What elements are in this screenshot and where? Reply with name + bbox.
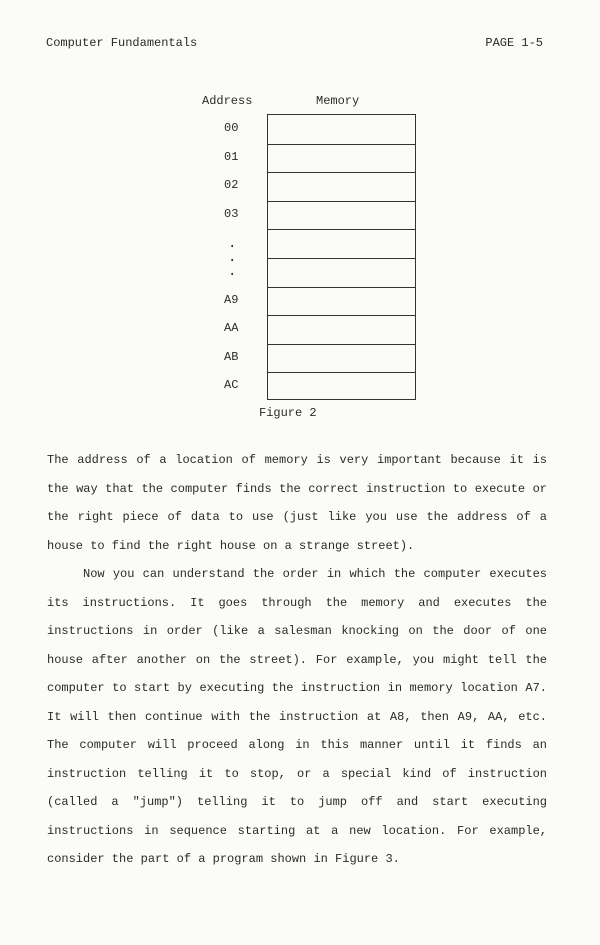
address-label: A9 xyxy=(224,292,239,307)
memory-block xyxy=(267,114,416,400)
address-label: 01 xyxy=(224,149,239,164)
memory-cell-divider xyxy=(268,144,415,145)
ellipsis-dot: . xyxy=(228,264,237,280)
address-label: AC xyxy=(224,378,239,393)
paragraph: Now you can understand the order in which the computer executes its instructions. It goes through the memory and executes the instructions in order (like a salesman knocking on the door of one house after another on the street). For example, you might tell the computer to start by executing the instruction in memory location A7. It will then continue with the instruction at A8, then A9, AA, etc. The computer will proceed along in this manner until it finds an instruction telling it to stop, or a special kind of instruction (called a "jump") telling it to jump off and start executing instructions in sequence starting at a new location. For example, consider the part of a program shown in Figure 3. xyxy=(47,567,547,866)
paragraph: The address of a location of memory is very important because it is the way that the computer finds the correct instruction to execute or the right piece of data to use (just like you use the address of a house to find the right house on a strange street). xyxy=(47,453,547,553)
memory-cell-divider xyxy=(268,287,415,288)
memory-cell-divider xyxy=(268,315,415,316)
address-label: 00 xyxy=(224,121,239,135)
document-title: Computer Fundamentals xyxy=(46,36,198,50)
memory-cell-divider xyxy=(268,344,415,345)
page-number: PAGE 1-5 xyxy=(485,36,543,50)
body-text xyxy=(47,446,547,874)
address-label: 03 xyxy=(224,206,239,221)
address-column-label: Address xyxy=(202,94,253,108)
memory-cell-divider xyxy=(268,201,415,202)
memory-cell-divider xyxy=(268,172,415,173)
address-label: AB xyxy=(224,349,239,364)
address-label: 02 xyxy=(224,178,239,193)
figure-caption: Figure 2 xyxy=(259,406,317,420)
ellipsis-dot: . xyxy=(228,250,237,266)
memory-cell-divider xyxy=(268,229,415,230)
address-label: AA xyxy=(224,321,239,336)
ellipsis-dot: . xyxy=(228,236,237,252)
memory-figure xyxy=(0,0,600,430)
memory-cell-divider xyxy=(268,372,415,373)
memory-cell-divider xyxy=(268,258,415,259)
memory-column-label: Memory xyxy=(316,94,360,108)
